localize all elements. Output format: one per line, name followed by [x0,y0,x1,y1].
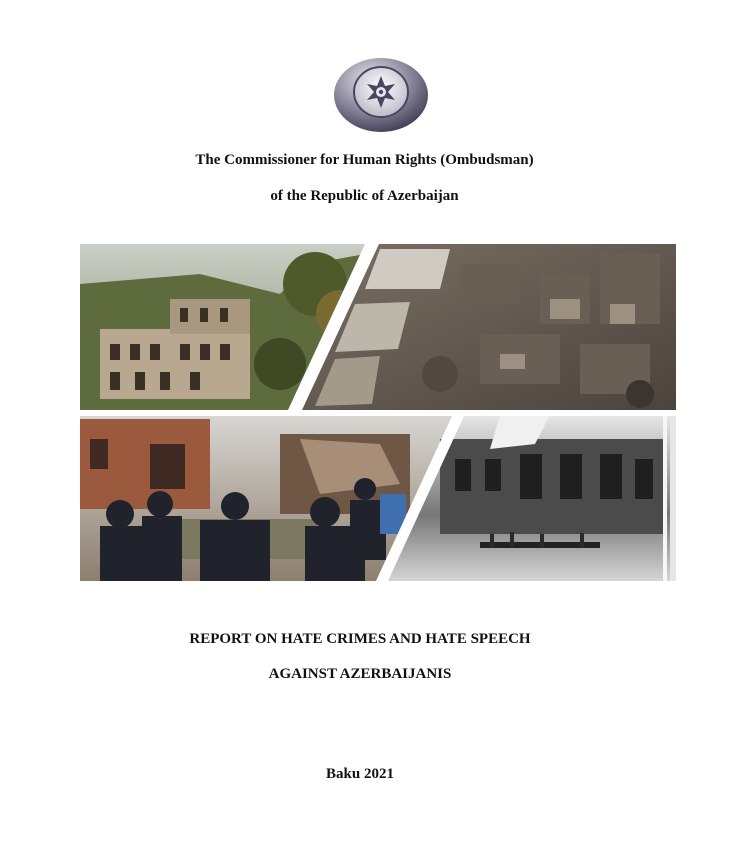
report-title-line2: AGAINST AZERBAIJANIS [268,666,452,682]
header-line-commissioner: The Commissioner for Human Rights (Ombudsman) [195,152,534,168]
report-title-line1: REPORT ON HATE CRIMES AND HATE SPEECH [189,631,531,647]
ombudsman-emblem-icon [332,56,430,134]
place-and-year: Baku 2021 [326,766,394,782]
header-line-republic: of the Republic of Azerbaijan [270,188,459,204]
cover-photo-collage [80,244,676,581]
